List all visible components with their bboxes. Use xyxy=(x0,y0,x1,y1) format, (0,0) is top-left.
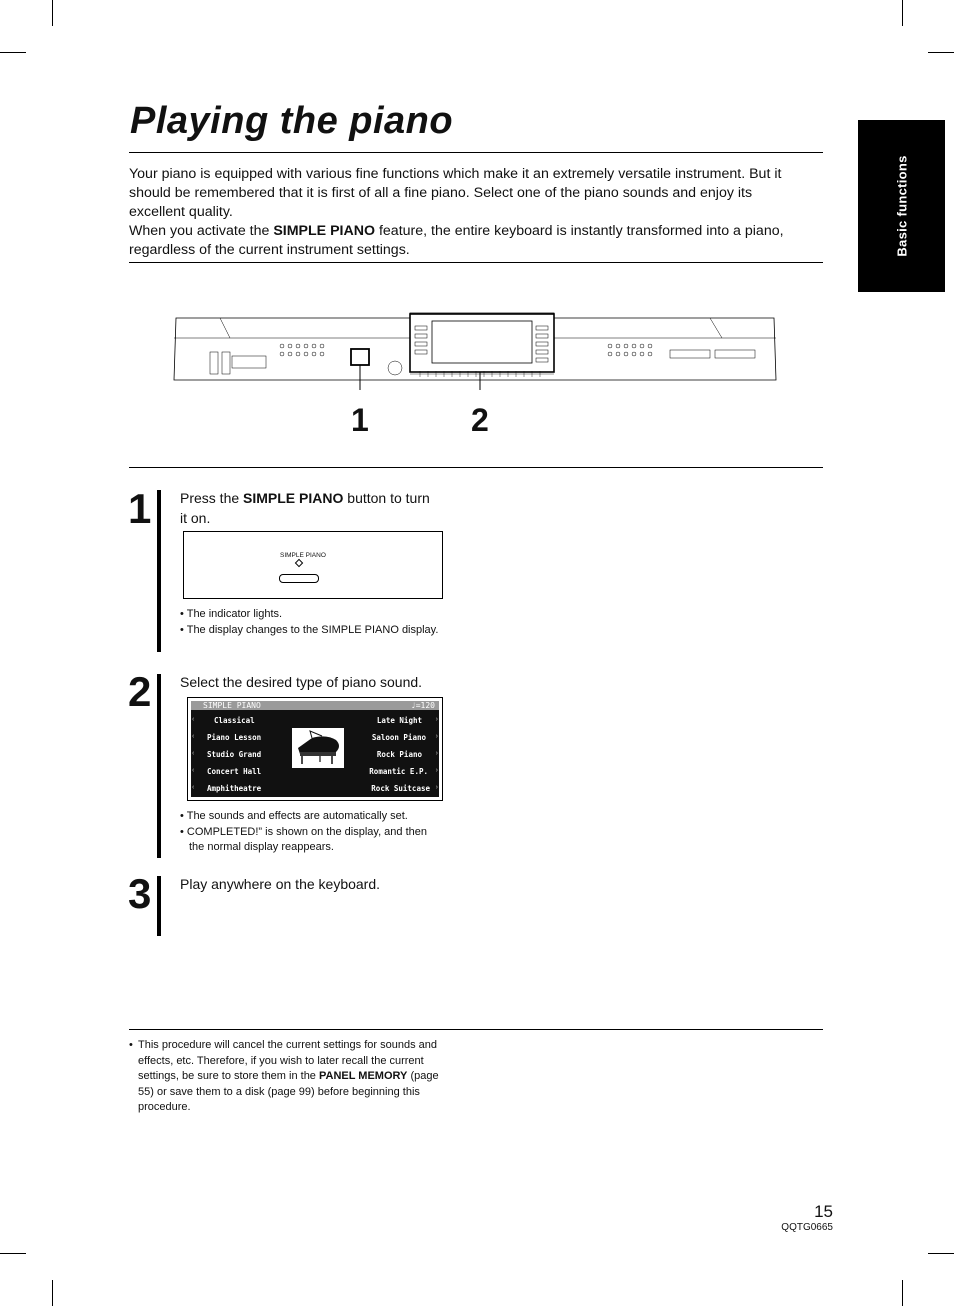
sound-amphitheatre[interactable]: Amphitheatre xyxy=(207,784,262,793)
document-code: QQTG0665 xyxy=(781,1222,833,1233)
note-rule xyxy=(129,1029,823,1030)
step-bar-3 xyxy=(157,876,161,936)
sound-romantic-ep[interactable]: Romantic E.P. xyxy=(369,767,428,776)
section-tab-label: Basic functions xyxy=(894,155,909,257)
display-header: SIMPLE PIANO ♩=120 xyxy=(191,701,439,710)
step-number-2: 2 xyxy=(128,668,152,715)
bullet-item: • COMPLETED!” is shown on the display, and then the normal display reappears. xyxy=(180,825,442,856)
step-bar-2 xyxy=(157,674,161,858)
step-2-bullets xyxy=(180,809,442,856)
sound-piano-lesson[interactable]: Piano Lesson xyxy=(207,733,262,742)
sound-classical[interactable]: Classical xyxy=(214,716,255,725)
crop-mark xyxy=(52,0,53,26)
sound-concert-hall[interactable]: Concert Hall xyxy=(207,767,262,776)
crop-mark xyxy=(902,1280,903,1306)
simple-piano-button[interactable] xyxy=(279,574,319,583)
intro-text xyxy=(129,165,809,260)
crop-mark xyxy=(928,52,954,53)
steps-rule xyxy=(129,467,823,468)
sound-late-night[interactable]: Late Night xyxy=(376,716,422,725)
grand-piano-icon xyxy=(292,728,344,768)
tempo-readout: ♩=120 xyxy=(410,701,435,710)
sound-saloon-piano[interactable]: Saloon Piano xyxy=(371,733,426,742)
crop-mark xyxy=(0,52,26,53)
simple-piano-display: SIMPLE PIANO ♩=120 ‹ ‹ ‹ ‹ ‹ › › › › › Classical Piano Lesson Studio Grand Concert Hall Amphitheatre Late Night Saloon Piano Rock Piano Romantic E.P. Rock Suitcase xyxy=(187,697,443,801)
callout-1: 1 xyxy=(351,402,369,438)
keyboard-panel-illustration xyxy=(170,308,780,390)
step-number-1: 1 xyxy=(128,485,152,532)
bullet-item: • The display changes to the SIMPLE PIANO display. xyxy=(180,623,440,639)
sound-studio-grand[interactable]: Studio Grand xyxy=(207,750,262,759)
step-1-bullets xyxy=(180,607,440,638)
intro-paragraph-2: When you activate the SIMPLE PIANO feature, the entire keyboard is instantly transformed into a piano, regardless of the current instrument settings. xyxy=(129,223,784,258)
crop-mark xyxy=(902,0,903,26)
page-title: Playing the piano xyxy=(130,100,454,142)
note-text: • This procedure will cancel the current settings for sounds and effects, etc. Therefore, if you wish to later recall the current settings, be sure to store them in the PANEL MEMORY (page 55) or save them to a disk (page 99) before beginning this procedure. xyxy=(129,1039,439,1113)
bullet-item: • The indicator lights. xyxy=(180,607,440,623)
step-3-text: Play anywhere on the keyboard. xyxy=(180,876,381,892)
crop-mark xyxy=(928,1253,954,1254)
step-number-3: 3 xyxy=(128,870,152,917)
callout-2: 2 xyxy=(471,402,489,438)
section-tab xyxy=(858,120,945,292)
crop-mark xyxy=(0,1253,26,1254)
step-bar-1 xyxy=(157,490,161,652)
title-rule xyxy=(129,152,823,153)
bullet-item: • The sounds and effects are automatically set. xyxy=(180,809,442,825)
simple-piano-button-illustration xyxy=(183,531,443,599)
step-1-text: Press the SIMPLE PIANO button to turn it on. xyxy=(180,490,430,526)
crop-mark xyxy=(52,1280,53,1306)
step-2-text: Select the desired type of piano sound. xyxy=(180,674,423,690)
intro-paragraph-1: Your piano is equipped with various fine functions which make it an extremely versatile instrument. But it should be remembered that it is first of all a fine piano. Select one of the piano sounds and enjoy its excellent quality. xyxy=(129,166,782,220)
page-number: 15 xyxy=(814,1202,833,1221)
intro-rule xyxy=(129,262,823,263)
simple-piano-button-label: SIMPLE PIANO xyxy=(280,552,326,559)
sound-rock-suitcase[interactable]: Rock Suitcase xyxy=(371,784,430,793)
sound-rock-piano[interactable]: Rock Piano xyxy=(376,750,422,759)
indicator-light-icon xyxy=(295,559,303,567)
